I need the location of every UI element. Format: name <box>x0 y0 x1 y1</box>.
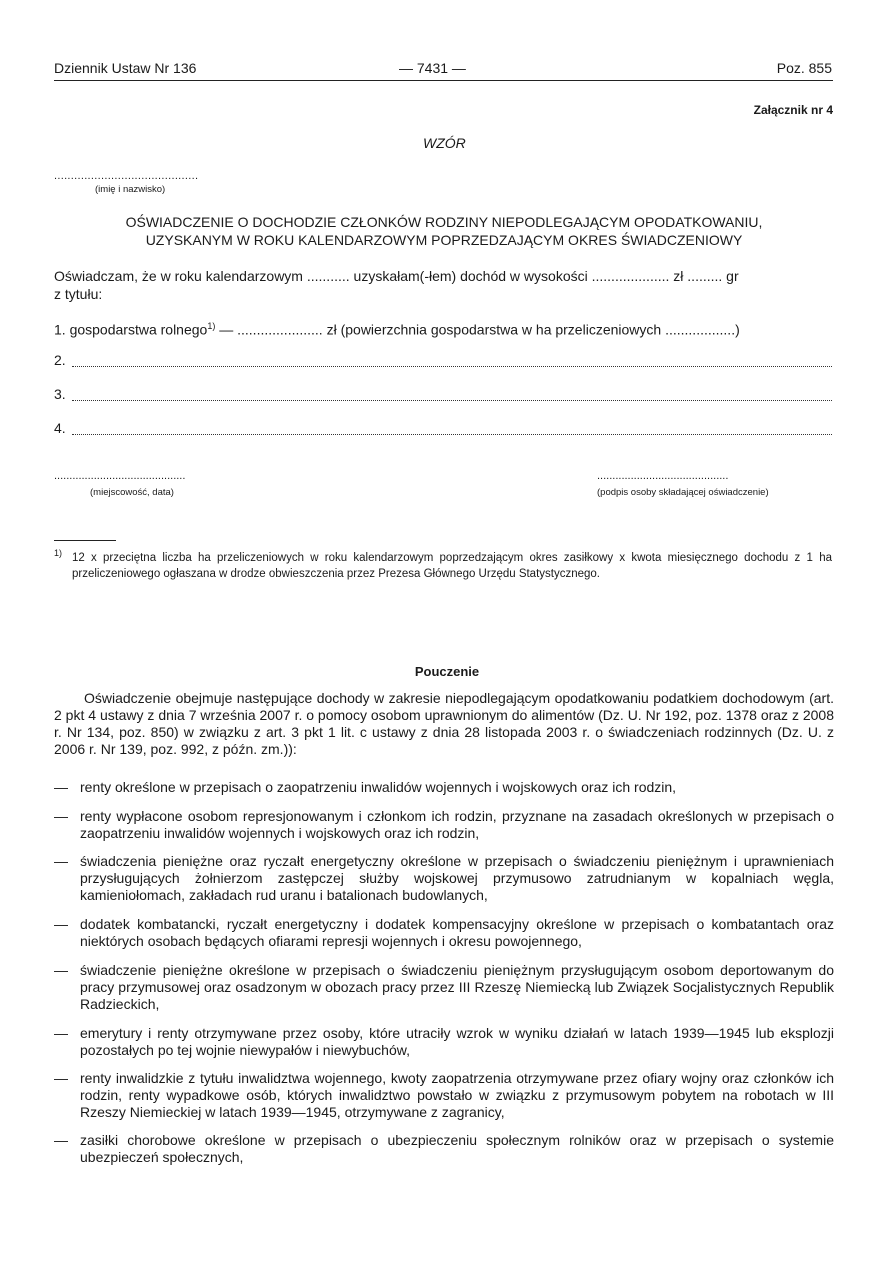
item-1[interactable] <box>54 318 740 339</box>
footnote-text: 12 x przeciętna liczba ha przeliczeniowych w roku kalendarzowym poprzedzającym okres zasiłkowy x kwota miesięcznego dochodu z 1 ha przeliczeniowego ogłaszana w drodze obwieszczenia przez Prezesa Głównego Urzędu Statystycznego. <box>72 552 832 580</box>
item-3-label: 3. <box>54 386 66 402</box>
bullet-dash: — <box>54 1132 68 1148</box>
item-4-label: 4. <box>54 420 66 436</box>
footnote-rule <box>54 540 116 541</box>
form-title-line1: OŚWIADCZENIE O DOCHODZIE CZŁONKÓW RODZINY NIEPODLEGAJĄCYM OPODATKOWANIU, <box>125 214 763 230</box>
list-item <box>54 1025 834 1059</box>
signature-dots[interactable]: ........................................... <box>597 470 729 482</box>
list-item-text: świadczenie pieniężne określone w przepisach o świadczeniu pieniężnym przysługującym osobom deportowanym do pracy przymusowej oraz osadzonym w obozach pracy przez III Rzeszę Niemiecką lub Związek Socjalistycznych Republik Radzieckich, <box>80 962 834 1012</box>
footnote-ref: 1) <box>207 321 216 331</box>
list-item <box>54 916 834 950</box>
item-2-label: 2. <box>54 352 66 368</box>
attachment-label: Załącznik nr 4 <box>753 103 833 117</box>
bullet-dash: — <box>54 916 68 932</box>
list-item-text: renty określone w przepisach o zaopatrzeniu inwalidów wojennych i wojskowych oraz ich rodzin, <box>80 779 677 795</box>
list-item <box>54 1132 834 1166</box>
signature-caption: (podpis osoby składającej oświadczenie) <box>597 487 769 498</box>
bullet-dash: — <box>54 1070 68 1086</box>
list-item-text: zasiłki chorobowe określone w przepisach o ubezpieczeniu społecznym rolników oraz w przepisach o systemie ubezpieczeń społecznych, <box>80 1132 834 1165</box>
instruction-heading: Pouczenie <box>414 664 480 679</box>
page-number: — 7431 — <box>399 60 466 76</box>
header-rule <box>54 80 833 81</box>
bullet-dash: — <box>54 1025 68 1041</box>
bullet-dash: — <box>54 962 68 978</box>
list-item <box>54 808 834 842</box>
item-3-line[interactable] <box>72 400 832 401</box>
place-dots[interactable]: ........................................... <box>54 470 186 482</box>
name-dots[interactable]: ........................................... <box>54 170 199 182</box>
form-title <box>54 213 834 249</box>
item-4-line[interactable] <box>72 434 832 435</box>
list-item-text: renty inwalidzkie z tytułu inwalidztwa wojennego, kwoty zaopatrzenia otrzymywane przez ofiary wojny oraz członków ich rodzin, renty wypadkowe osób, których inwalidztwo powstało w związku z przymusowym pobytem na robotach w III Rzeszy Niemieckiej w latach 1939—1945, otrzymywane z zagranicy, <box>80 1070 834 1120</box>
footnote-marker: 1) <box>54 548 63 558</box>
form-title-line2: UZYSKANYM W ROKU KALENDARZOWYM POPRZEDZAJĄCYM OKRES ŚWIADCZENIOWY <box>145 232 743 248</box>
bullet-dash: — <box>54 808 68 824</box>
declaration-line[interactable]: Oświadczam, że w roku kalendarzowym ........... uzyskałam(-łem) dochód w wysokości .................... zł ......... gr <box>54 268 739 284</box>
instruction-intro: Oświadczenie obejmuje następujące dochody w zakresie niepodlegającym opodatkowaniu podatkiem dochodowym (art. 2 pkt 4 ustawy z dnia 7 września 2007 r. o pomocy osobom uprawnionym do alimentów (Dz. U. Nr 192, poz. 1378 oraz z 2008 r. Nr 134, poz. 850) w związku z art. 3 pkt 1 lit. c ustawy z dnia 28 listopada 2003 r. o świadczeniach rodzinnych (Dz. U. z 2006 r. Nr 139, poz. 992, z późn. zm.)): <box>54 690 834 757</box>
list-item <box>54 1070 834 1121</box>
list-item-text: emerytury i renty otrzymywane przez osoby, które utraciły wzrok w wyniku działań w latach 1939—1945 lub eksplozji pozostałych po tej wojnie niewypałów i niewybuchów, <box>80 1025 834 1058</box>
place-caption: (miejscowość, data) <box>90 487 174 498</box>
declaration-title: z tytułu: <box>54 286 103 302</box>
list-item <box>54 962 834 1013</box>
item-1-fields: — ...................... zł (powierzchnia gospodarstwa w ha przeliczeniowych ..................) <box>215 321 740 338</box>
list-item-text: renty wypłacone osobom represjonowanym i członkom ich rodzin, przyznane na zasadach określonych w przepisach o zaopatrzeniu inwalidów wojennych i wojskowych oraz ich rodzin, <box>80 808 834 841</box>
position-number: Poz. 855 <box>776 60 832 76</box>
name-caption: (imię i nazwisko) <box>95 184 166 195</box>
list-item <box>54 779 834 796</box>
journal-title: Dziennik Ustaw Nr 136 <box>54 60 197 76</box>
item-2-line[interactable] <box>72 366 832 367</box>
template-label: WZÓR <box>423 135 466 151</box>
bullet-dash: — <box>54 779 68 795</box>
list-item-text: świadczenia pieniężne oraz ryczałt energetyczny określone w przepisach o świadczeniu pieniężnym i uprawnieniach przysługujących żołnierzom zastępczej służby wojskowej przymusowo zatrudnianym w kopalniach węgla, kamieniołomach, zakładach rud uranu i batalionach budowlanych, <box>80 853 834 903</box>
list-item <box>54 853 834 904</box>
item-1-label: 1. gospodarstwa rolnego <box>54 321 208 338</box>
list-item-text: dodatek kombatancki, ryczałt energetyczny i dodatek kompensacyjny określone w przepisach o kombatantach oraz niektórych osobach będących ofiarami represji wojennych i okresu powojennego, <box>80 916 834 949</box>
bullet-dash: — <box>54 853 68 869</box>
